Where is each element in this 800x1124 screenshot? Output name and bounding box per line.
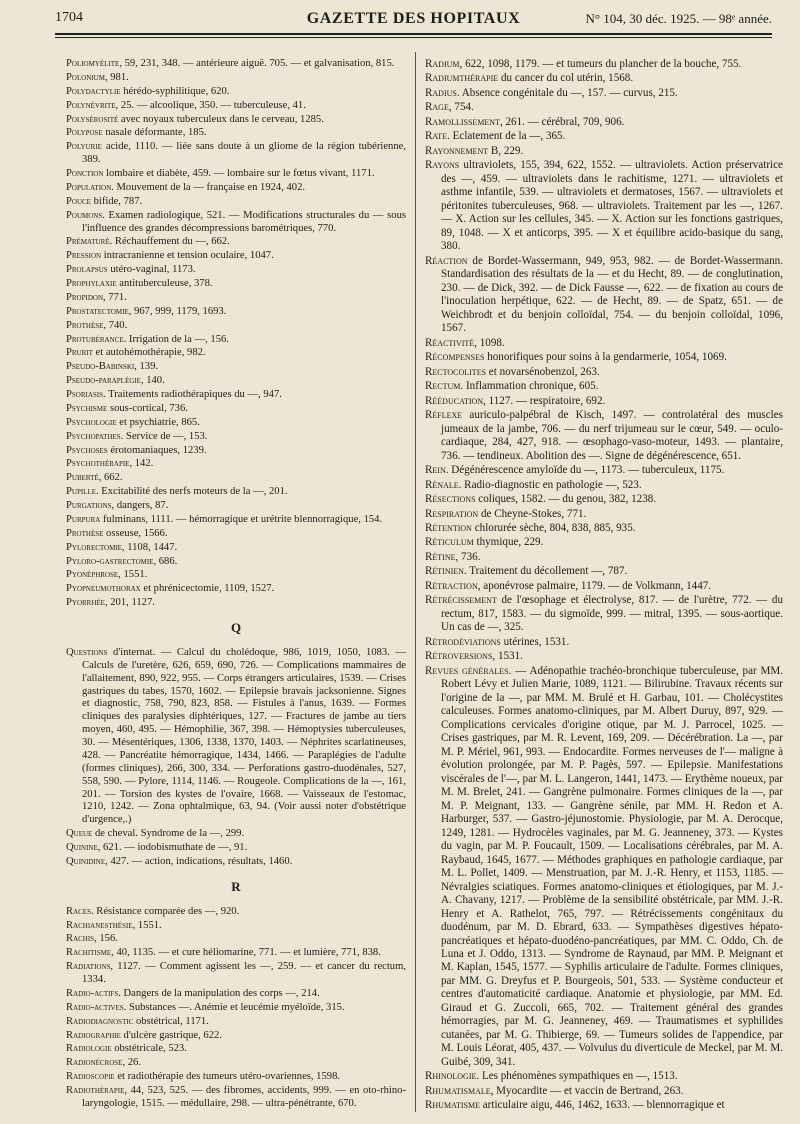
entry-keyword: Réflexe: [425, 409, 463, 422]
entry-text: intracranienne et tension oculaire, 1047.: [101, 250, 274, 262]
entry-text: 981.: [107, 71, 129, 83]
page-header: [55, 8, 772, 30]
entry-keyword: Rééducation,: [425, 394, 486, 407]
index-entry: [66, 1016, 406, 1029]
entry-keyword: Polysérosité: [66, 113, 119, 125]
entry-text: de cheval. Syndrome de la —, 299.: [92, 828, 245, 840]
entry-keyword: Polydactylie: [66, 85, 121, 97]
header-rule-thin: [55, 37, 772, 38]
entry-text: Réchauffement du —, 662.: [112, 236, 230, 248]
entry-keyword: Rate.: [425, 130, 450, 143]
index-entry: [425, 665, 783, 1070]
left-column: [66, 58, 406, 1112]
entry-text: 1098.: [476, 336, 505, 349]
entry-text: obstétrical, 1171.: [133, 1015, 209, 1027]
entry-keyword: Rétine,: [425, 550, 459, 563]
entry-text: 967, 999, 1179, 1693.: [131, 305, 227, 317]
entry-text: coliques, 1582. — du genou, 382, 1238.: [475, 493, 657, 506]
entry-text: bifide, 787.: [90, 195, 143, 207]
entry-text: Service de —, 153.: [123, 430, 208, 442]
index-entry: [66, 236, 406, 249]
index-entry: [425, 493, 783, 506]
entry-keyword: Pseudo-paraplégie,: [66, 375, 144, 387]
entry-text: 201, 1127.: [107, 597, 155, 609]
index-entry: [66, 542, 406, 555]
entry-keyword: Polypose: [66, 127, 103, 139]
entry-text: de l'œsophage et électrolyse, 817. — de l'urètre, 772. — du rectum, 817, 1583. — du sigmoïde, 999. — mitral, 1395. — sous-aortique. Un cas de —, 325.: [441, 594, 783, 634]
entry-keyword: Psychopathes.: [66, 430, 124, 442]
index-entry: [66, 210, 406, 236]
index-entry: [66, 1030, 406, 1043]
entry-text: sous-cortical, 736.: [107, 402, 188, 414]
entry-keyword: Prostatectomie,: [66, 305, 132, 317]
entry-keyword: Réticulum: [425, 536, 474, 549]
index-entry: [66, 58, 406, 71]
entry-text: auriculo-palpébral de Kisch, 1497. — controlatéral des muscles jumeaux de la jambe, 706. — du nerf trijumeau sur le cœur, 549. — oculo-cardiaque, 284, 427, 918. — œsophago-vaso-moteur, 1493. — plantaire, 736. — tendineux. Abolition des —. Signe de dégénérescence, 651.: [441, 409, 783, 462]
entry-text: du cancer du col utérin, 1568.: [498, 72, 634, 85]
entry-text: 622, 1098, 1179. — et tumeurs du plancher de la bouche, 755.: [462, 58, 742, 70]
entry-text: Irrigation de la —, 156.: [126, 333, 229, 345]
index-entry: [425, 479, 783, 492]
index-entry: [66, 961, 406, 987]
index-entry: [425, 565, 783, 578]
index-entry: [425, 580, 783, 593]
entry-keyword: Pyorrhée,: [66, 597, 108, 609]
entry-text: 25. — alcoolique, 350. — tuberculeuse, 41.: [118, 99, 306, 111]
entry-keyword: Rage,: [425, 101, 452, 114]
entry-text: 427. — action, indications, résultats, 1460.: [107, 855, 293, 867]
index-entry: [66, 306, 406, 319]
entry-text: 1127. — Comment agissent les —, 259. — et cancer du rectum, 1334.: [82, 961, 406, 985]
index-entry: [425, 1099, 783, 1112]
entry-keyword: Radiations,: [66, 961, 114, 973]
index-entry: [425, 650, 783, 663]
entry-text: 754.: [451, 101, 474, 114]
entry-keyword: Races.: [66, 905, 94, 917]
index-entry: [66, 417, 406, 430]
entry-text: aponévrose palmaire, 1179. — de Volkmann, 1447.: [480, 579, 712, 592]
entry-keyword: Polynévrite,: [66, 99, 119, 111]
index-entry: [66, 583, 406, 596]
entry-keyword: Quinidine,: [66, 855, 108, 867]
index-entry: [66, 856, 406, 869]
issue-info: N° 104, 30 déc. 1925. — 98ᵉ année.: [585, 11, 772, 26]
index-entry: [425, 101, 783, 114]
index-entry: [66, 250, 406, 263]
entry-keyword: Polonium,: [66, 71, 108, 83]
entry-keyword: Questions: [66, 646, 108, 658]
entry-text: honorifiques pour soins à la gendarmerie, 1054, 1069.: [484, 351, 727, 364]
index-entry: [425, 255, 783, 336]
entry-keyword: Radio-actives.: [66, 1001, 127, 1013]
index-entry: [66, 264, 406, 277]
entry-keyword: Rénale.: [425, 478, 462, 491]
entry-text: Radio-diagnostic en pathologie —, 523.: [461, 478, 642, 491]
entry-keyword: Rayons: [425, 159, 460, 172]
entry-keyword: Prolapsus: [66, 264, 108, 276]
section-letter-q: Q: [230, 620, 242, 635]
index-entry: [66, 1002, 406, 1015]
entry-text: et radiothérapie des tumeurs utéro-ovariennes, 1598.: [114, 1071, 341, 1083]
entry-text: 1551.: [135, 919, 162, 931]
entry-keyword: Pression: [66, 250, 102, 262]
index-entry: [66, 86, 406, 99]
entry-keyword: Rachis,: [66, 933, 97, 945]
index-entry: [66, 100, 406, 113]
entry-keyword: Psychothérapie,: [66, 458, 133, 470]
index-entry: [66, 72, 406, 85]
entry-text: ultraviolets, 155, 394, 622, 1552. — ultraviolets. Action préservatrice des —, 459. — ultraviolets dans le rachitisme, 1271. — ultraviolets et asthme infantile, 539. — ultraviolets et dermatoses, 1567. — ultraviolets et péritonites tuberculeuses, 968. — ultraviolets. Traitement par les —, 1267. — X. Action sur les cellules, 345. — X. Action sur les fonctions gastriques, 89, 1048. — X et anticorps, 395. — X et équilibre acido-basique du sang, 380.: [441, 159, 783, 253]
index-entry: [66, 445, 406, 458]
index-entry: [425, 159, 783, 253]
index-entry: [66, 828, 406, 841]
entry-keyword: Radius.: [425, 86, 460, 99]
index-entry: [425, 536, 783, 549]
entry-keyword: Rhumatismale,: [425, 1084, 494, 1097]
entry-text: thymique, 229.: [473, 536, 544, 549]
entry-keyword: Rétinien.: [425, 565, 467, 578]
entry-text: 44, 523, 525. — des fibromes, accidents, 999. — en oto-rhino-laryngologie, 1515. — médullaire, 298. — ultra-pénétrante, 670.: [82, 1085, 406, 1109]
entry-keyword: Rétrécissement: [425, 594, 497, 607]
index-entry: [66, 1071, 406, 1084]
entry-keyword: Psychisme: [66, 402, 108, 414]
entry-keyword: Revues générales.: [425, 664, 512, 677]
entry-text: nasale déformante, 185.: [102, 127, 207, 139]
entry-text: fulminans, 1111. — hémorragique et urétrite blennorragique, 154.: [100, 513, 383, 525]
entry-text: acide, 1110. — liée sans doute à un gliome de la région tubérienne, 389.: [82, 141, 406, 166]
entry-keyword: Réactivité,: [425, 336, 477, 349]
entry-keyword: Prophylaxie: [66, 278, 117, 289]
entry-keyword: Radiologie: [66, 1043, 112, 1055]
entry-text: Examen radiologique, 521. — Modifications structurales du — sous l'influence des grandes décompressions barométriques, 770.: [82, 209, 406, 234]
index-entry: [66, 168, 406, 181]
entry-keyword: Réaction: [425, 254, 468, 267]
entry-text: 1127. — respiratoire, 692.: [485, 394, 606, 407]
index-entry: [66, 597, 406, 610]
index-entry: [425, 351, 783, 364]
entry-text: 1551.: [120, 569, 148, 581]
entry-keyword: Radio-actifs.: [66, 987, 121, 999]
index-entry: [66, 292, 406, 305]
entry-keyword: Pouce: [66, 195, 91, 207]
entry-text: et psychiatrie, 865.: [116, 416, 200, 428]
entry-keyword: Résections: [425, 493, 476, 506]
header-rule: [55, 33, 772, 35]
entry-keyword: Pyonéphrose,: [66, 569, 121, 581]
entry-text: Absence congénitale du —, 157. — curvus, 215.: [459, 86, 678, 99]
entry-text: Eclatement de la —, 365.: [449, 130, 566, 143]
entry-keyword: Poumons.: [66, 209, 105, 221]
entry-keyword: Rhinologie.: [425, 1070, 480, 1083]
entry-keyword: Prothèse: [66, 527, 104, 539]
entry-text: utéro-vaginal, 1173.: [107, 264, 196, 276]
entry-text: 662.: [101, 472, 123, 484]
index-entry: [66, 947, 406, 960]
entry-keyword: Ramollissement,: [425, 115, 503, 128]
index-entry: [425, 636, 783, 649]
entry-text: et autohémothérapie, 982.: [92, 347, 206, 359]
index-entry: [66, 647, 406, 827]
index-entry: [425, 551, 783, 564]
section-letter-r: R: [231, 878, 241, 894]
index-entry: [66, 472, 406, 485]
entry-keyword: Pylorectomie,: [66, 541, 125, 553]
entry-text: 621. — iodobismuthate de —, 91.: [100, 842, 248, 853]
entry-text: Dangers de la manipulation des corps —, 214.: [120, 987, 320, 999]
entry-keyword: Purgations,: [66, 500, 115, 511]
entry-text: 261. — cérébral, 709, 906.: [502, 115, 625, 128]
entry-keyword: Pyopneumothorax: [66, 583, 141, 595]
index-entry: [66, 1043, 406, 1056]
index-entry: [66, 988, 406, 1001]
index-entry: [66, 320, 406, 333]
entry-text: dangers, 87.: [114, 500, 169, 511]
index-entry: [425, 116, 783, 129]
entry-text: 736.: [458, 550, 481, 563]
entry-keyword: Radiodiagnostic: [66, 1015, 134, 1027]
entry-text: articulaire aigu, 446, 1462, 1633. — blennorragique et: [479, 1099, 725, 1112]
entry-text: et phrénicectomie, 1109, 1527.: [140, 583, 275, 595]
index-entry: [66, 389, 406, 402]
entry-text: 142.: [132, 458, 154, 470]
p-entries: [66, 58, 406, 610]
entry-keyword: Polyurie: [66, 141, 102, 153]
index-entry: [66, 500, 406, 513]
index-entry: [425, 337, 783, 350]
entry-text: Excitabilité des nerfs moteurs de la —, 201.: [98, 486, 288, 498]
entry-text: et novarsénobenzol, 263.: [486, 365, 600, 378]
entry-text: Traitements radiothérapiques du —, 947.: [105, 389, 282, 400]
entry-keyword: Radionécrose,: [66, 1057, 126, 1069]
index-entry: [66, 114, 406, 127]
entry-text: 229.: [501, 144, 524, 157]
column-divider: [415, 52, 416, 1112]
entry-keyword: Protubérance.: [66, 333, 127, 345]
index-entry: [425, 594, 783, 634]
index-entry: [66, 933, 406, 946]
entry-text: d'ulcère gastrique, 622.: [120, 1029, 222, 1041]
entry-keyword: Récompenses: [425, 351, 485, 364]
index-entry: [66, 1085, 406, 1111]
entry-text: 140.: [143, 375, 165, 387]
entry-keyword: Rhumatisme: [425, 1099, 480, 1112]
entry-text: Les phénomènes sympathiques en —, 1513.: [479, 1070, 678, 1083]
index-entry: [425, 366, 783, 379]
entry-keyword: Radiothérapie,: [66, 1085, 128, 1096]
index-entry: [66, 514, 406, 527]
entry-text: lombaire et diabète, 459. — lombaire sur le fœtus vivant, 1171.: [103, 168, 375, 179]
entry-text: 139.: [136, 361, 159, 373]
index-entry: [425, 72, 783, 85]
index-entry: [425, 522, 783, 535]
index-entry: [66, 334, 406, 347]
entry-keyword: Rayonnement B,: [425, 144, 502, 157]
index-entry: [425, 464, 783, 477]
entry-keyword: Prématuré.: [66, 236, 113, 248]
entry-text: Résistance comparée des —, 920.: [93, 905, 240, 917]
entry-keyword: Pyloro-gastrectomie,: [66, 555, 157, 567]
entry-keyword: Radium,: [425, 58, 463, 70]
index-entry: [66, 569, 406, 582]
entry-text: Inflammation chronique, 605.: [463, 380, 599, 393]
index-entry: [66, 182, 406, 195]
entry-text: obstétricale, 523.: [111, 1043, 187, 1055]
index-entry: [66, 278, 406, 291]
index-entry: [425, 130, 783, 143]
page-number: 1704: [55, 10, 83, 25]
index-entry: [66, 1057, 406, 1070]
entry-keyword: Rectum.: [425, 380, 464, 393]
entry-text: de Cheyne-Stokes, 771.: [478, 507, 587, 520]
entry-text: — Adénopathie trachéo-bronchique tuberculeuse, par MM. Robert Lévy et Julien Marie, 1089, 1121. — Bilirubine. Travaux récents sur l'origine de la —, par MM. M. Brulé et H. Garbau, 101. — Cholécystites calculeuses. Formes anatomo-cliniques, par M. Albert Duruy, 897, 929. — Complications cervicales d'origine otique, par M. J. Parrocel, 1025. — Crises gastriques, par M. R. Levent, 169, 209. — Décérébration. La —, par M. P. Mériel, 961, 993. — Endocardite. Formes nerveuses de l'— maligne à évolution prolongée, par M. P. Pagès, 597. — Epilepsie. Manifestations viscérales de l'—, par M. L. Langeron, 1441, 1473. — Erythème noueux, par M. M. Brelet, 241. — Gangrène pulmonaire. Formes cliniques de la —, par M. P. Meignant, 133. — Gangrène sénile, par MM. H. Redon et A. Harburger, 537. — Gastro-jéjunostomie. Physiologie, par M. A. Derocque, 1249, 1281. — Hydrocèles vaginales, par M. G. Jeanneney, 373. — Kystes du vagin, par M. P. Foucault, 1509. — Localisations cérébrales, par M. A. Raybaud, 1645, 1677. — Méthodes graphiques en pathologie cardiaque, par M. L. Pollet, 1409. — Menstruation, par M. J.-R. Henry, et 1153, 1185. — Névralgies sciatiques. Formes anatomo-cliniques et étiologiques, par M. J.-A. Chavany, 1217. — Problème de la sensibilité obstétricale, par MM. J.-R. Henry et A. Rathelot, 765, 797. — Rétrécissements congénitaux du duodénum, par M. D. Ebrard, 633. — Sympathèses digestives hépato-pancréatiques et hépato-duodéno-pancréatiques, par MM. C. Oddo, Ch. de Luna et J. Oddo, 1313. — Syndrome de Raynaud, par MM. P. Meignant et M. Kaplan, 1545, 1577. — Syphilis articulaire de l'adulte. Formes cliniques, par MM. G. Dreyfus et P. Bourgeois, 501, 533. — Système conducteur et centres d'automaticité cardiaque. Anatomie et physiologie, par MM. Ed. Giraud et G. Zuccoli, 665, 702. — Traitement général des grandes hémorragies, par M. G. Jeanneney, 469. — Traumatismes et syphilides cutanées, par M. G. Thibierge, 69. — Tumeurs solides de l'appendice, par M. Louis Léorat, 405, 437. — Volvulus du diverticule de Meckel, par M. M. Guibé, 309, 341.: [441, 664, 784, 1068]
entry-text: 59, 231, 348. — antérieure aiguë. 705. — et galvanisation, 815.: [121, 58, 395, 69]
entry-text: érotomaniaques, 1239.: [107, 444, 207, 456]
entry-keyword: Rectocolites: [425, 365, 487, 378]
entry-text: 40, 1135. — et cure héliomarine, 771. — et lumière, 771, 838.: [113, 947, 381, 959]
entry-text: Mouvement de la — française en 1924, 402.: [113, 181, 306, 193]
entry-text: 1531.: [495, 650, 523, 663]
index-entry: [66, 528, 406, 541]
index-entry: [425, 1070, 783, 1083]
entry-keyword: Population.: [66, 181, 114, 193]
entry-text: utérines, 1531.: [500, 635, 570, 648]
entry-keyword: Prothèse,: [66, 319, 107, 331]
entry-text: 771.: [105, 291, 127, 303]
entry-keyword: Rétrodéviations: [425, 635, 501, 648]
entry-text: 1108, 1447.: [124, 541, 178, 553]
right-entries: [425, 58, 783, 1113]
index-entry: [66, 906, 406, 919]
index-entry: [66, 375, 406, 388]
entry-text: chlorurée sèche, 804, 838, 885, 935.: [471, 521, 636, 534]
right-column: [425, 58, 783, 1114]
journal-title: GAZETTE DES HOPITAUX: [306, 10, 521, 27]
index-entry: [66, 403, 406, 416]
entry-text: avec noyaux tuberculeux dans le cerveau, 1285.: [118, 113, 324, 125]
entry-text: 686.: [156, 555, 178, 567]
index-entry: [66, 486, 406, 499]
entry-keyword: Poliomyélite,: [66, 58, 122, 69]
entry-keyword: Psychoses: [66, 444, 108, 456]
entry-keyword: Prurit: [66, 347, 93, 359]
entry-keyword: Rétention: [425, 521, 472, 534]
index-entry: [425, 87, 783, 100]
entry-text: osseuse, 1566.: [103, 527, 168, 539]
entry-keyword: Respiration: [425, 507, 479, 520]
index-entry: [425, 1085, 783, 1098]
entry-keyword: Radiographie: [66, 1029, 121, 1041]
entry-keyword: Radioscopie: [66, 1071, 115, 1083]
entry-keyword: Rétraction,: [425, 579, 481, 592]
entry-text: Traitement du décollement —, 787.: [466, 565, 628, 578]
index-entry: [66, 458, 406, 471]
entry-keyword: Rachianesthésie,: [66, 919, 136, 931]
index-entry: [66, 127, 406, 140]
entry-keyword: Purpura: [66, 513, 101, 525]
entry-keyword: Rétroversions,: [425, 650, 496, 663]
index-entry: [425, 380, 783, 393]
entry-keyword: Quinine,: [66, 842, 101, 853]
index-entry: [425, 145, 783, 158]
index-entry: [66, 842, 406, 855]
entry-text: Dégénérescence amyloïde du —, 1173. — tuberculeux, 1175.: [448, 464, 725, 477]
entry-text: d'internat. — Calcul du cholédoque, 986, 1019, 1050, 1083. — Calculs de l'uretère, 626, 659, 690, 726. — Complications mammaires de l'allaitement, 890, 922, 955. — Corps étrangers articulaires, 1539. — Crises gastriques du tabes, 1570, 1602. — Epilepsie bravais jacksonienne. Signes et diagnostic, 758, 790, 823, 858. — Fistules à l'anus, 1639. — Formes cliniques des paralysies diphtériques, 127. — Fractures de jambe au tiers moyen, 460, 495. — Hémophilie, 367, 398. — Hémoptysies tuberculeuses, 30. — Mésentériques, 1306, 1338, 1370, 1403. — Néphrites scarlatineuses, 428. — Pancréatite hémorragique, 1434, 1466. — Paraplégies de l'adulte (formes cliniques), 266, 300, 334. — Perforations gastro-duodénales, 527, 558, 590. — Pylore, 1114, 1146. — Rougeole. Complications de la —, 161, 201. — Torsion des kystes de l'ovaire, 1668. — Vaisseaux de l'estomac, 1210, 1242. — Zona ophtalmique, 63, 94. (Voir aussi noter d'obstétrique d'urgence,.): [82, 646, 406, 826]
index-entry: [425, 58, 783, 71]
entry-keyword: Radiumthérapie: [425, 72, 499, 85]
entry-keyword: Rachitisme,: [66, 947, 114, 959]
entry-text: 156.: [96, 933, 118, 945]
entry-keyword: Pseudo-Babinski,: [66, 361, 137, 373]
entry-keyword: Psoriasis.: [66, 389, 106, 400]
index-entry: [425, 508, 783, 521]
index-entry: [66, 920, 406, 933]
r-entries: [66, 906, 406, 1111]
entry-text: 740.: [106, 319, 128, 331]
index-entry: [66, 141, 406, 167]
entry-keyword: Ponction: [66, 168, 104, 179]
entry-text: antituberculeuse, 378.: [116, 278, 213, 289]
entry-text: de Bordet-Wassermann, 949, 953, 982. — de Bordet-Wassermann. Standardisation des résultats de la — et du Hecht, 89. — de conglutination, 230. — de Dick, 392. — de Dick Fausse —, 622. — de fixation au cours de l'inoculation herpétique, 622. — de Hecht, 89. — de Spatz, 651. — de Weichbrodt et du benjoin colloïdal, 754. — du benjoin colloïdal, 1096, 1567.: [441, 254, 783, 335]
entry-text: Substances —. Anémie et leucémie myéloïde, 315.: [126, 1001, 345, 1013]
entry-text: 26.: [125, 1057, 141, 1069]
q-entries: [66, 647, 406, 869]
index-entry: [66, 361, 406, 374]
entry-keyword: Psychologie: [66, 416, 117, 428]
index-entry: [425, 409, 783, 463]
entry-text: Myocardite — et vaccin de Bertrand, 263.: [493, 1084, 684, 1097]
entry-keyword: Queue: [66, 828, 93, 840]
index-entry: [425, 395, 783, 408]
entry-keyword: Pupille.: [66, 486, 99, 498]
index-entry: [66, 347, 406, 360]
entry-keyword: Propidon,: [66, 291, 106, 303]
index-entry: [66, 196, 406, 209]
entry-keyword: Rein.: [425, 464, 449, 477]
index-entry: [66, 556, 406, 569]
entry-keyword: Puberté,: [66, 472, 102, 484]
entry-text: hérédo-syphilitique, 620.: [120, 85, 230, 97]
index-entry: [66, 431, 406, 444]
